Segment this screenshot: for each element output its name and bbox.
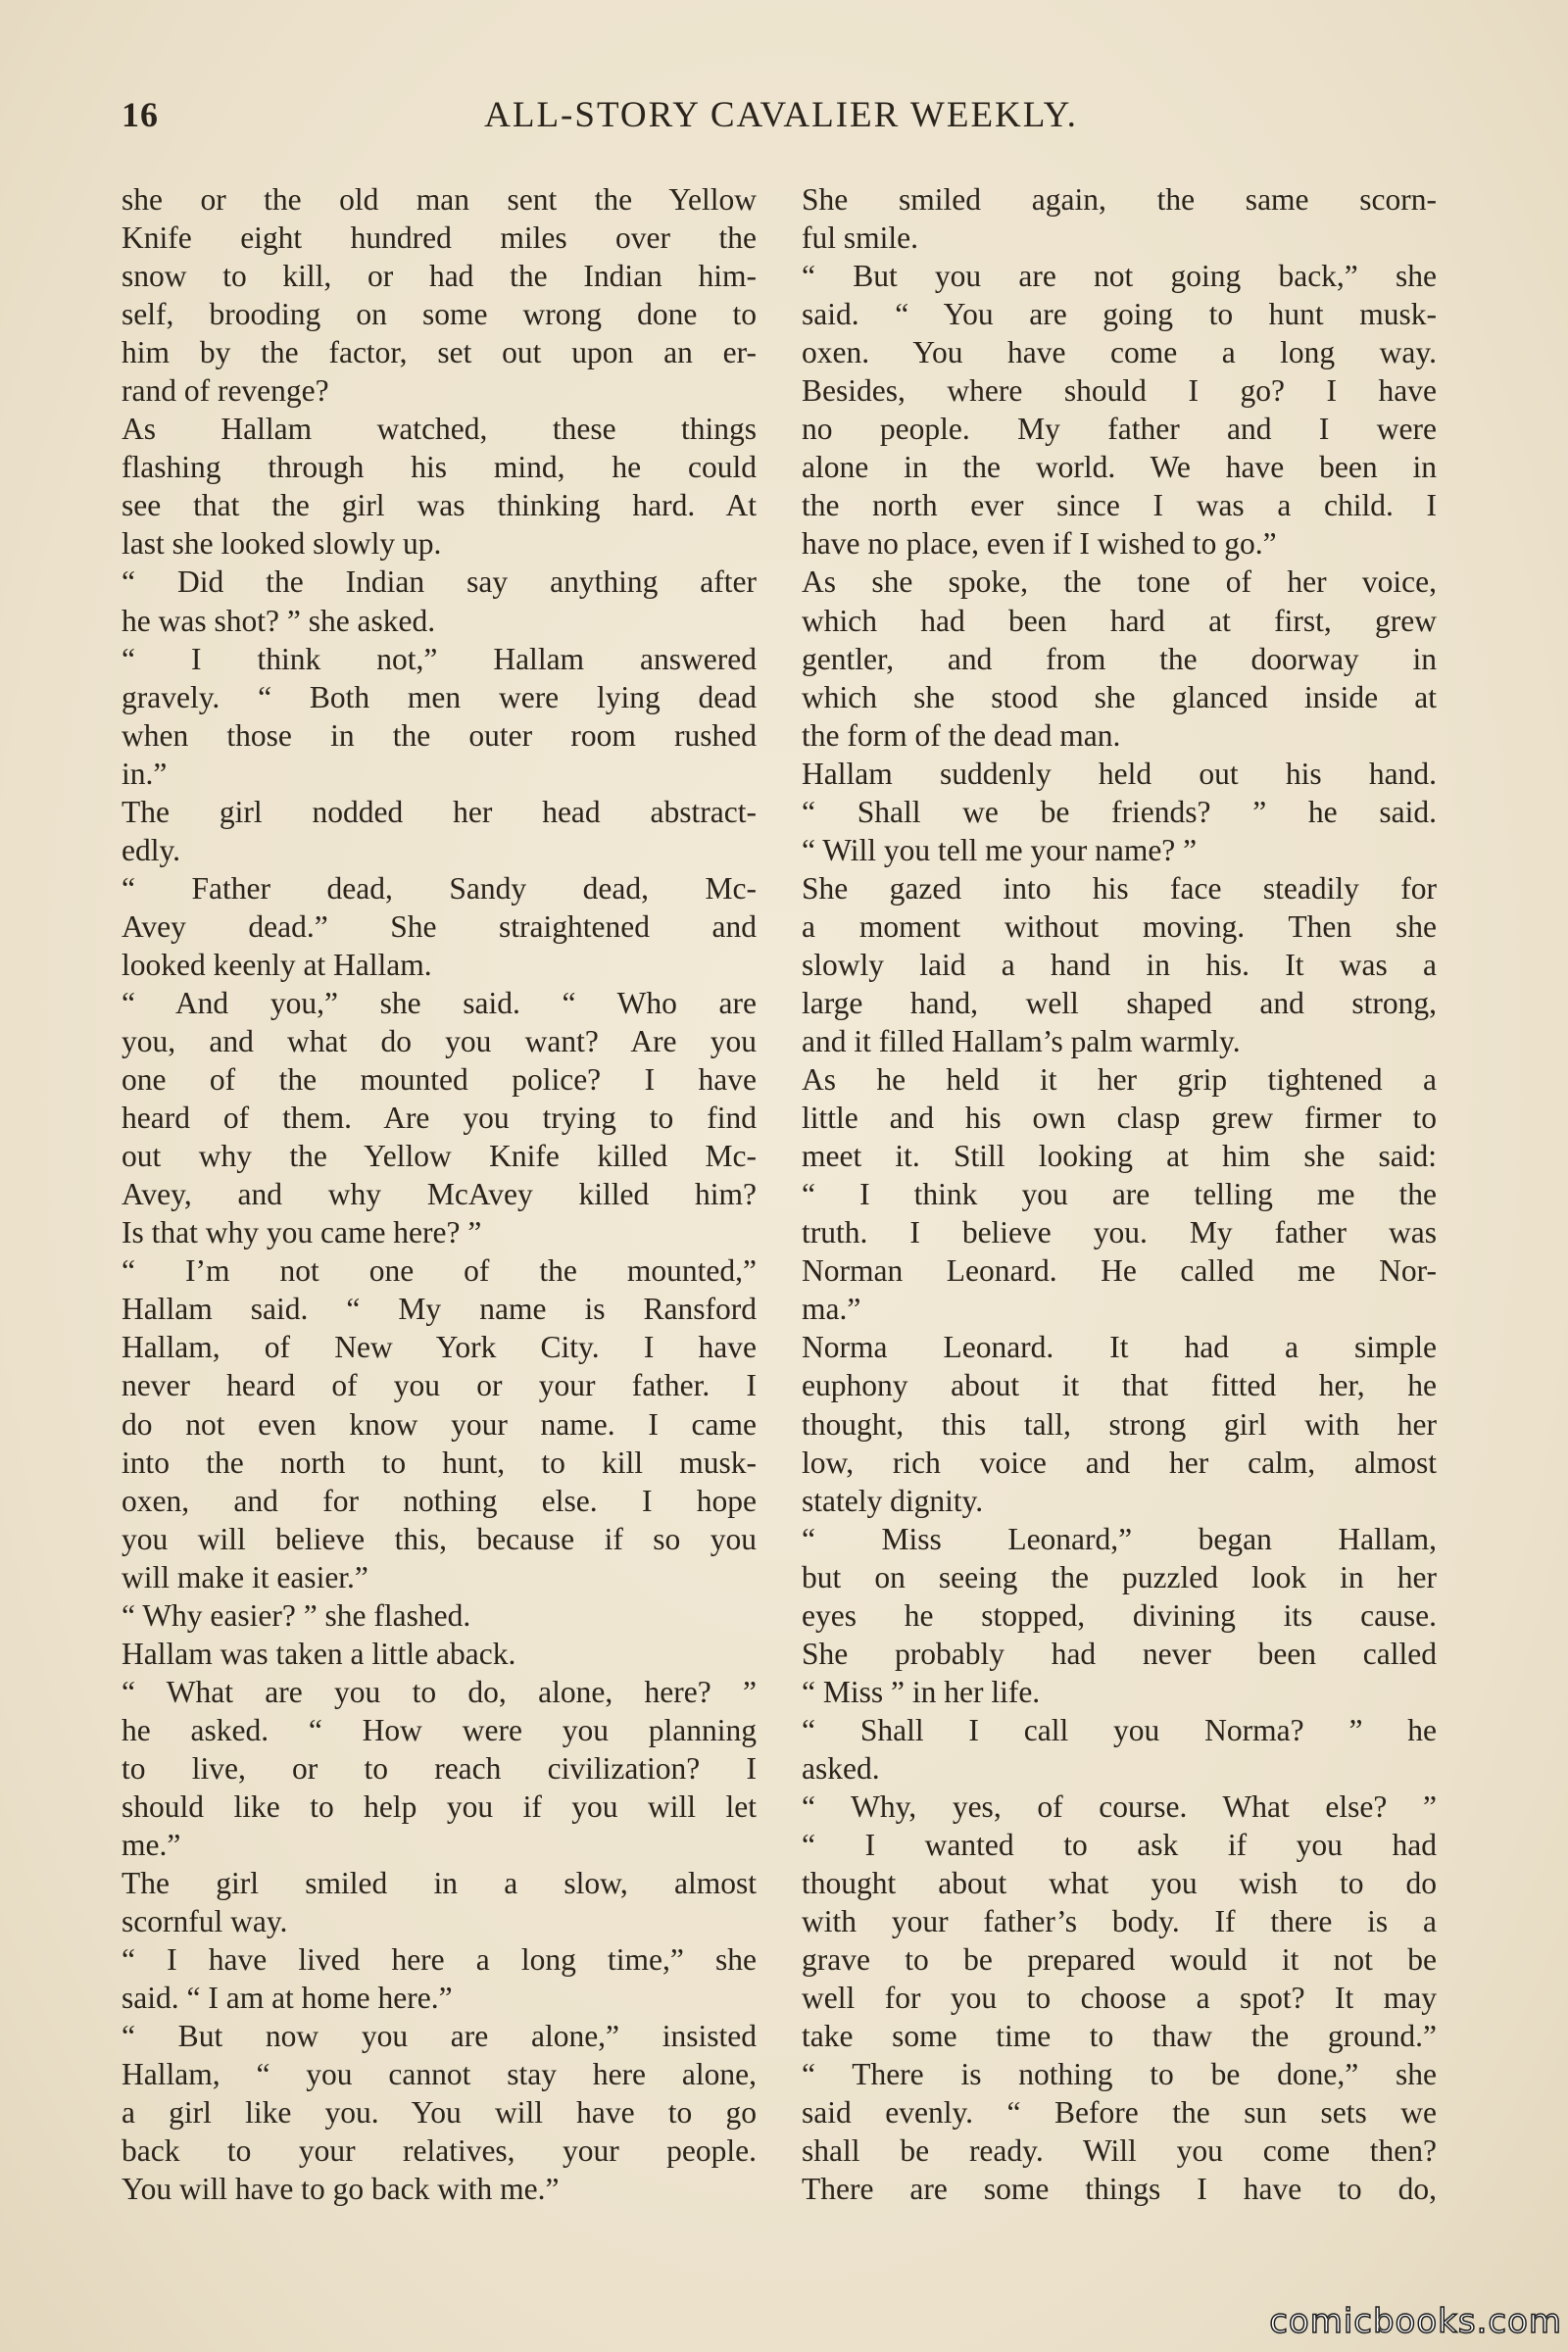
text-line: “ I wanted to ask if you had [802,1828,1437,1863]
text-line: Knife eight hundred miles over the [122,220,757,256]
text-line: grave to be prepared would it not be [802,1942,1437,1978]
text-line: As he held it her grip tightened a [802,1062,1437,1098]
text-line: “ There is nothing to be done,” she [802,2057,1437,2092]
text-line: “ Shall we be friends? ” he said. [802,794,1437,829]
text-line: gentler, and from the doorway in [802,641,1437,676]
text-line: “ And you,” she said. “ Who are [122,985,757,1020]
text-line: “ What are you to do, alone, here? ” [122,1674,757,1709]
right-text-column [802,180,1437,2208]
text-line: Hallam was taken a little aback. [122,1636,516,1671]
text-line: ma.” [802,1292,861,1327]
text-line: The girl smiled in a slow, almost [122,1866,757,1901]
text-line: euphony about it that fitted her, he [802,1368,1437,1403]
text-line: last she looked slowly up. [122,526,442,562]
text-line: eyes he stopped, divining its cause. [802,1597,1437,1633]
text-line: “ I think not,” Hallam answered [122,641,757,676]
text-line: looked keenly at Hallam. [122,947,432,982]
text-line: never heard of you or your father. I [122,1368,757,1403]
text-line: self, brooding on some wrong done to [122,297,757,332]
text-line: As Hallam watched, these things [122,412,757,447]
text-line: no people. My father and I were [802,412,1437,447]
text-line: “ Why, yes, of course. What else? ” [802,1788,1437,1824]
text-line: She probably had never been called [802,1636,1437,1671]
text-line: him by the factor, set out upon an er- [122,335,757,370]
text-line: a girl like you. You will have to go [122,2095,757,2131]
text-line: he was shot? ” she asked. [122,603,436,638]
text-line: in.” [122,756,168,791]
text-line: little and his own clasp grew firmer to [802,1101,1437,1136]
text-line: when those in the outer room rushed [122,717,757,753]
text-line: low, rich voice and her calm, almost [802,1445,1437,1480]
text-line: She gazed into his face steadily for [802,870,1437,906]
text-line: me.” [122,1828,181,1863]
text-line: to live, or to reach civilization? I [122,1750,757,1786]
text-line: edly. [122,832,181,867]
text-line: well for you to choose a spot? It may [802,1981,1437,2016]
text-line: meet it. Still looking at him she said: [802,1139,1437,1174]
text-line: “ Miss Leonard,” began Hallam, [802,1521,1437,1556]
text-line: slowly laid a hand in his. It was a [802,947,1437,982]
text-line: Avey, and why McAvey killed him? [122,1177,757,1212]
text-line: ful smile. [802,220,918,256]
text-line: Hallam, “ you cannot stay here alone, [122,2057,757,2092]
text-line: the form of the dead man. [802,717,1121,753]
text-line: truth. I believe you. My father was [802,1215,1437,1250]
text-line: back to your relatives, your people. [122,2133,757,2169]
text-line: have no place, even if I wished to go.” [802,526,1277,562]
text-line: shall be ready. Will you come then? [802,2133,1437,2169]
text-line: oxen, and for nothing else. I hope [122,1483,757,1518]
text-line: “ But now you are alone,” insisted [122,2019,757,2054]
text-line: a moment without moving. Then she [802,908,1437,944]
text-line: Norma Leonard. It had a simple [802,1330,1437,1365]
text-line: flashing through his mind, he could [122,450,757,485]
text-line: “ I think you are telling me the [802,1177,1437,1212]
text-line: She smiled again, the same scorn- [802,182,1437,217]
text-line: thought about what you wish to do [802,1866,1437,1901]
text-line: rand of revenge? [122,373,329,409]
page-number: 16 [122,95,159,134]
text-line: which she stood she glanced inside at [802,679,1437,714]
text-line: asked. [802,1750,880,1786]
text-line: she or the old man sent the Yellow [122,182,757,217]
text-line: said. “ I am at home here.” [122,1981,453,2016]
text-line: Norman Leonard. He called me Nor- [802,1253,1437,1289]
text-line: take some time to thaw the ground.” [802,2019,1437,2054]
text-line: thought, this tall, strong girl with her [802,1406,1437,1442]
running-title: ALL-STORY CAVALIER WEEKLY. [484,95,1078,135]
text-line: “ Shall I call you Norma? ” he [802,1712,1437,1747]
text-line: snow to kill, or had the Indian him- [122,259,757,294]
text-line: “ Will you tell me your name? ” [802,832,1198,867]
text-line: “ I have lived here a long time,” she [122,1942,757,1978]
text-line: “ Did the Indian say anything after [122,564,757,600]
text-line: he asked. “ How were you planning [122,1712,757,1747]
text-line: stately dignity. [802,1483,984,1518]
text-line: Is that why you came here? ” [122,1215,482,1250]
text-line: will make it easier.” [122,1559,368,1594]
text-line: and it filled Hallam’s palm warmly. [802,1024,1241,1059]
text-line: do not even know your name. I came [122,1406,757,1442]
left-text-column [122,180,757,2208]
text-line: Besides, where should I go? I have [802,373,1437,409]
text-line: “ Miss ” in her life. [802,1674,1041,1709]
text-line: “ Why easier? ” she flashed. [122,1597,471,1633]
text-line: “ But you are not going back,” she [802,259,1437,294]
watermark-logo: comicbooks.com [1269,2302,1562,2341]
text-line: you will believe this, because if so you [122,1521,757,1556]
text-line: into the north to hunt, to kill musk- [122,1445,757,1480]
text-line: with your father’s body. If there is a [802,1904,1437,1939]
text-line: As she spoke, the tone of her voice, [802,564,1437,600]
text-line: gravely. “ Both men were lying dead [122,679,757,714]
text-line: “ Father dead, Sandy dead, Mc- [122,870,757,906]
text-line: said evenly. “ Before the sun sets we [802,2095,1437,2131]
text-line: out why the Yellow Knife killed Mc- [122,1139,757,1174]
text-line: but on seeing the puzzled look in her [802,1559,1437,1594]
text-line: which had been hard at first, grew [802,603,1437,638]
text-line: “ I’m not one of the mounted,” [122,1253,757,1289]
text-line: The girl nodded her head abstract- [122,794,757,829]
text-line: heard of them. Are you trying to find [122,1101,757,1136]
text-line: Hallam suddenly held out his hand. [802,756,1437,791]
text-line: There are some things I have to do, [802,2172,1437,2207]
text-line: Avey dead.” She straightened and [122,908,757,944]
text-line: you, and what do you want? Are you [122,1024,757,1059]
text-line: should like to help you if you will let [122,1788,757,1824]
text-line: see that the girl was thinking hard. At [122,488,757,523]
text-line: You will have to go back with me.” [122,2172,560,2207]
text-line: one of the mounted police? I have [122,1062,757,1098]
text-line: the north ever since I was a child. I [802,488,1437,523]
text-line: said. “ You are going to hunt musk- [802,297,1437,332]
text-line: Hallam, of New York City. I have [122,1330,757,1365]
page-header [122,94,1441,143]
text-line: oxen. You have come a long way. [802,335,1437,370]
text-line: Hallam said. “ My name is Ransford [122,1292,757,1327]
text-line: scornful way. [122,1904,288,1939]
text-line: alone in the world. We have been in [802,450,1437,485]
text-line: large hand, well shaped and strong, [802,985,1437,1020]
